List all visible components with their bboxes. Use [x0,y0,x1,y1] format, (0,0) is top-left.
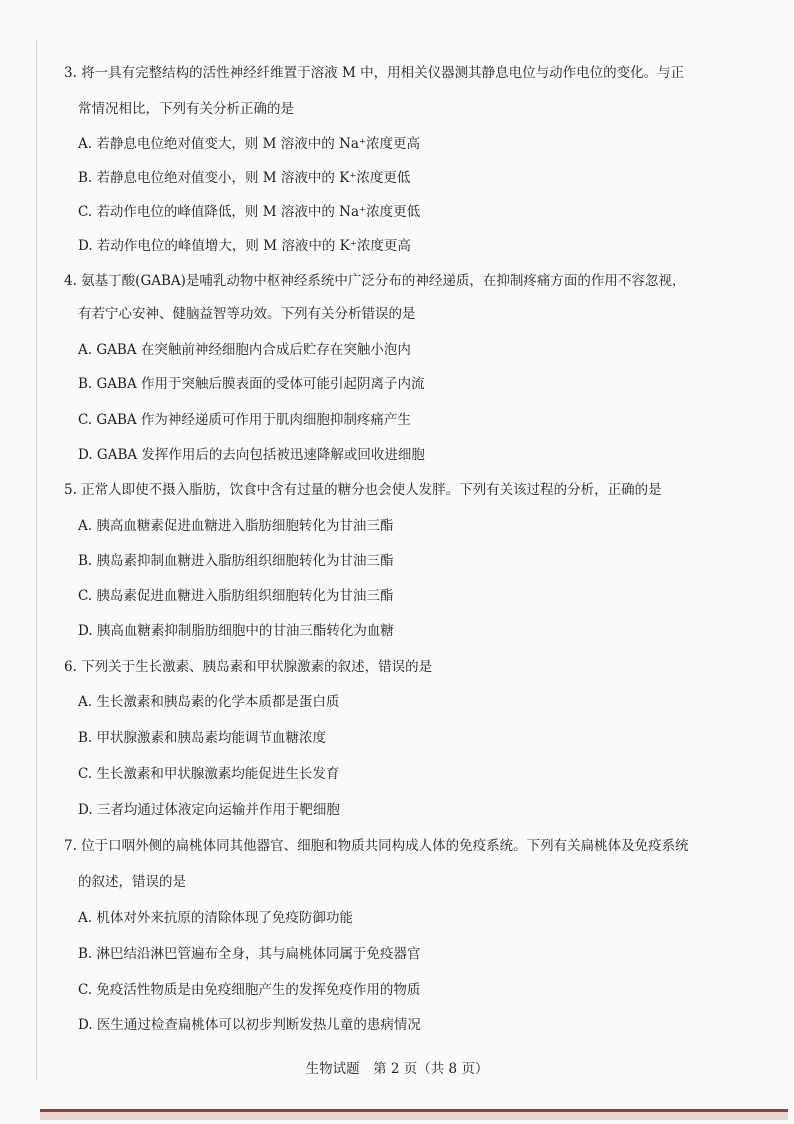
question-4-option-d: D. GABA 发挥作用后的去向包括被迅速降解或回收进细胞 [78,447,425,463]
question-4-option-b: B. GABA 作用于突触后膜表面的受体可能引起阴离子内流 [78,376,425,392]
question-5-option-a: A. 胰高血糖素促进血糖进入脂肪细胞转化为甘油三酯 [78,518,394,534]
question-5-option-d: D. 胰高血糖素抑制脂肪细胞中的甘油三酯转化为血糖 [78,623,394,639]
question-3-option-d: D. 若动作电位的峰值增大，则 M 溶液中的 K⁺浓度更高 [78,238,411,254]
question-3-stem: 3. 将一具有完整结构的活性神经纤维置于溶液 M 中，用相关仪器测其静息电位与动作电位的变化。与正 [64,65,685,81]
question-7-stem: 7. 位于口咽外侧的扁桃体同其他器官、细胞和物质共同构成人体的免疫系统。下列有关扁桃体及免疫系统 [64,838,689,854]
question-7-stem-cont: 的叙述，错误的是 [78,874,186,890]
scan-edge-line [36,40,37,1080]
question-4-stem-cont: 有若宁心安神、健脑益智等功效。下列有关分析错误的是 [78,306,416,322]
question-7-option-b: B. 淋巴结沿淋巴管遍布全身，其与扁桃体同属于免疫器官 [78,946,421,962]
question-4-option-c: C. GABA 作为神经递质可作用于肌肉细胞抑制疼痛产生 [78,412,411,428]
question-3-option-c: C. 若动作电位的峰值降低，则 M 溶液中的 Na⁺浓度更低 [78,204,421,220]
question-6-option-c: C. 生长激素和甲状腺激素均能促进生长发育 [78,766,340,782]
page-footer: 生物试题 第 2 页（共 8 页） [305,1061,489,1077]
question-3-stem-cont: 常情况相比，下列有关分析正确的是 [78,101,294,117]
scan-bottom-shadow [40,1112,788,1120]
question-7-option-d: D. 医生通过检查扁桃体可以初步判断发热儿童的患病情况 [78,1017,421,1033]
question-4-option-a: A. GABA 在突触前神经细胞内合成后贮存在突触小泡内 [78,342,411,358]
question-6-option-a: A. 生长激素和胰岛素的化学本质都是蛋白质 [78,694,340,710]
question-5-stem: 5. 正常人即使不摄入脂肪，饮食中含有过量的糖分也会使人发胖。下列有关该过程的分析，正确的是 [64,482,662,498]
question-3-option-a: A. 若静息电位绝对值变大，则 M 溶液中的 Na⁺浓度更高 [78,136,421,152]
question-3-option-b: B. 若静息电位绝对值变小，则 M 溶液中的 K⁺浓度更低 [78,170,411,186]
question-7-option-a: A. 机体对外来抗原的清除体现了免疫防御功能 [78,910,353,926]
question-7-option-c: C. 免疫活性物质是由免疫细胞产生的发挥免疫作用的物质 [78,982,421,998]
question-5-option-c: C. 胰岛素促进血糖进入脂肪组织细胞转化为甘油三酯 [78,588,394,604]
question-6-option-b: B. 甲状腺激素和胰岛素均能调节血糖浓度 [78,730,327,746]
question-5-option-b: B. 胰岛素抑制血糖进入脂肪组织细胞转化为甘油三酯 [78,553,394,569]
question-4-stem: 4. 氨基丁酸(GABA)是哺乳动物中枢神经系统中广泛分布的神经递质，在抑制疼痛方面的作用不容忽视， [64,273,686,289]
question-6-option-d: D. 三者均通过体液定向运输并作用于靶细胞 [78,802,340,818]
question-6-stem: 6. 下列关于生长激素、胰岛素和甲状腺激素的叙述，错误的是 [64,659,433,675]
